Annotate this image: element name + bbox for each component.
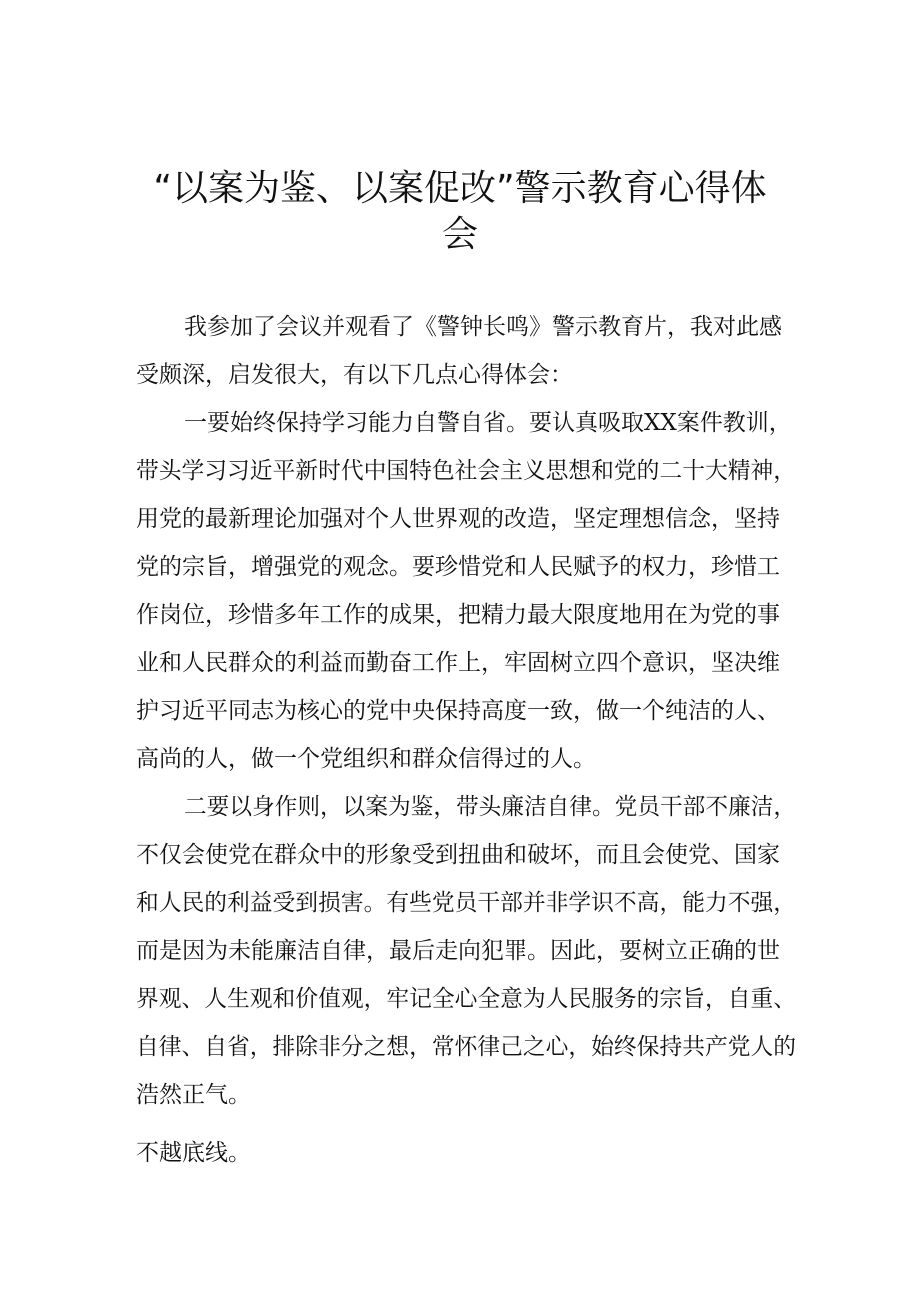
paragraph-3-line-3: 和人民的利益受到损害。有些党员干部并非学识不高，能力不强，	[136, 890, 796, 916]
document-title-line-1: “以案为鉴、以案促改”警示教育心得体	[153, 168, 767, 209]
paragraph-2-line-3: 用党的最新理论加强对个人世界观的改造，坚定理想信念，坚持	[136, 506, 780, 532]
paragraph-4-line-1: 不越底线。	[136, 1140, 251, 1166]
document-title-line-2: 会	[441, 214, 478, 255]
paragraph-3-line-2: 不仅会使党在群众中的形象受到扭曲和破坏，而且会使党、国家	[136, 842, 780, 868]
paragraph-2-line-6: 业和人民群众的利益而勤奋工作上，牢固树立四个意识，坚决维	[136, 650, 780, 676]
paragraph-3-line-6: 自律、自省，排除非分之想，常怀律己之心，始终保持共产党人的	[136, 1034, 796, 1060]
paragraph-2-line-7: 护习近平同志为核心的党中央保持高度一致，做一个纯洁的人、	[136, 698, 780, 724]
paragraph-1-line-2: 受颇深，启发很大，有以下几点心得体会：	[136, 362, 573, 388]
paragraph-3-line-1: 二要以身作则，以案为鉴，带头廉洁自律。党员干部不廉洁，	[184, 794, 796, 820]
paragraph-2-line-4: 党的宗旨，增强党的观念。要珍惜党和人民赋予的权力，珍惜工	[136, 554, 780, 580]
paragraph-2-line-1: 一要始终保持学习能力自警自省。要认真吸取XX案件教训，	[184, 410, 792, 436]
paragraph-1-line-1: 我参加了会议并观看了《警钟长鸣》警示教育片，我对此感	[184, 314, 782, 340]
paragraph-3-line-7: 浩然正气。	[136, 1082, 251, 1108]
paragraph-2-line-8: 高尚的人，做一个党组织和群众信得过的人。	[136, 746, 596, 772]
paragraph-3-line-5: 界观、人生观和价值观，牢记全心全意为人民服务的宗旨，自重、	[136, 986, 796, 1012]
paragraph-3-line-4: 而是因为未能廉洁自律，最后走向犯罪。因此，要树立正确的世	[136, 938, 780, 964]
paragraph-2-line-5: 作岗位，珍惜多年工作的成果，把精力最大限度地用在为党的事	[136, 602, 780, 628]
paragraph-2-line-2: 带头学习习近平新时代中国特色社会主义思想和党的二十大精神，	[136, 458, 796, 484]
